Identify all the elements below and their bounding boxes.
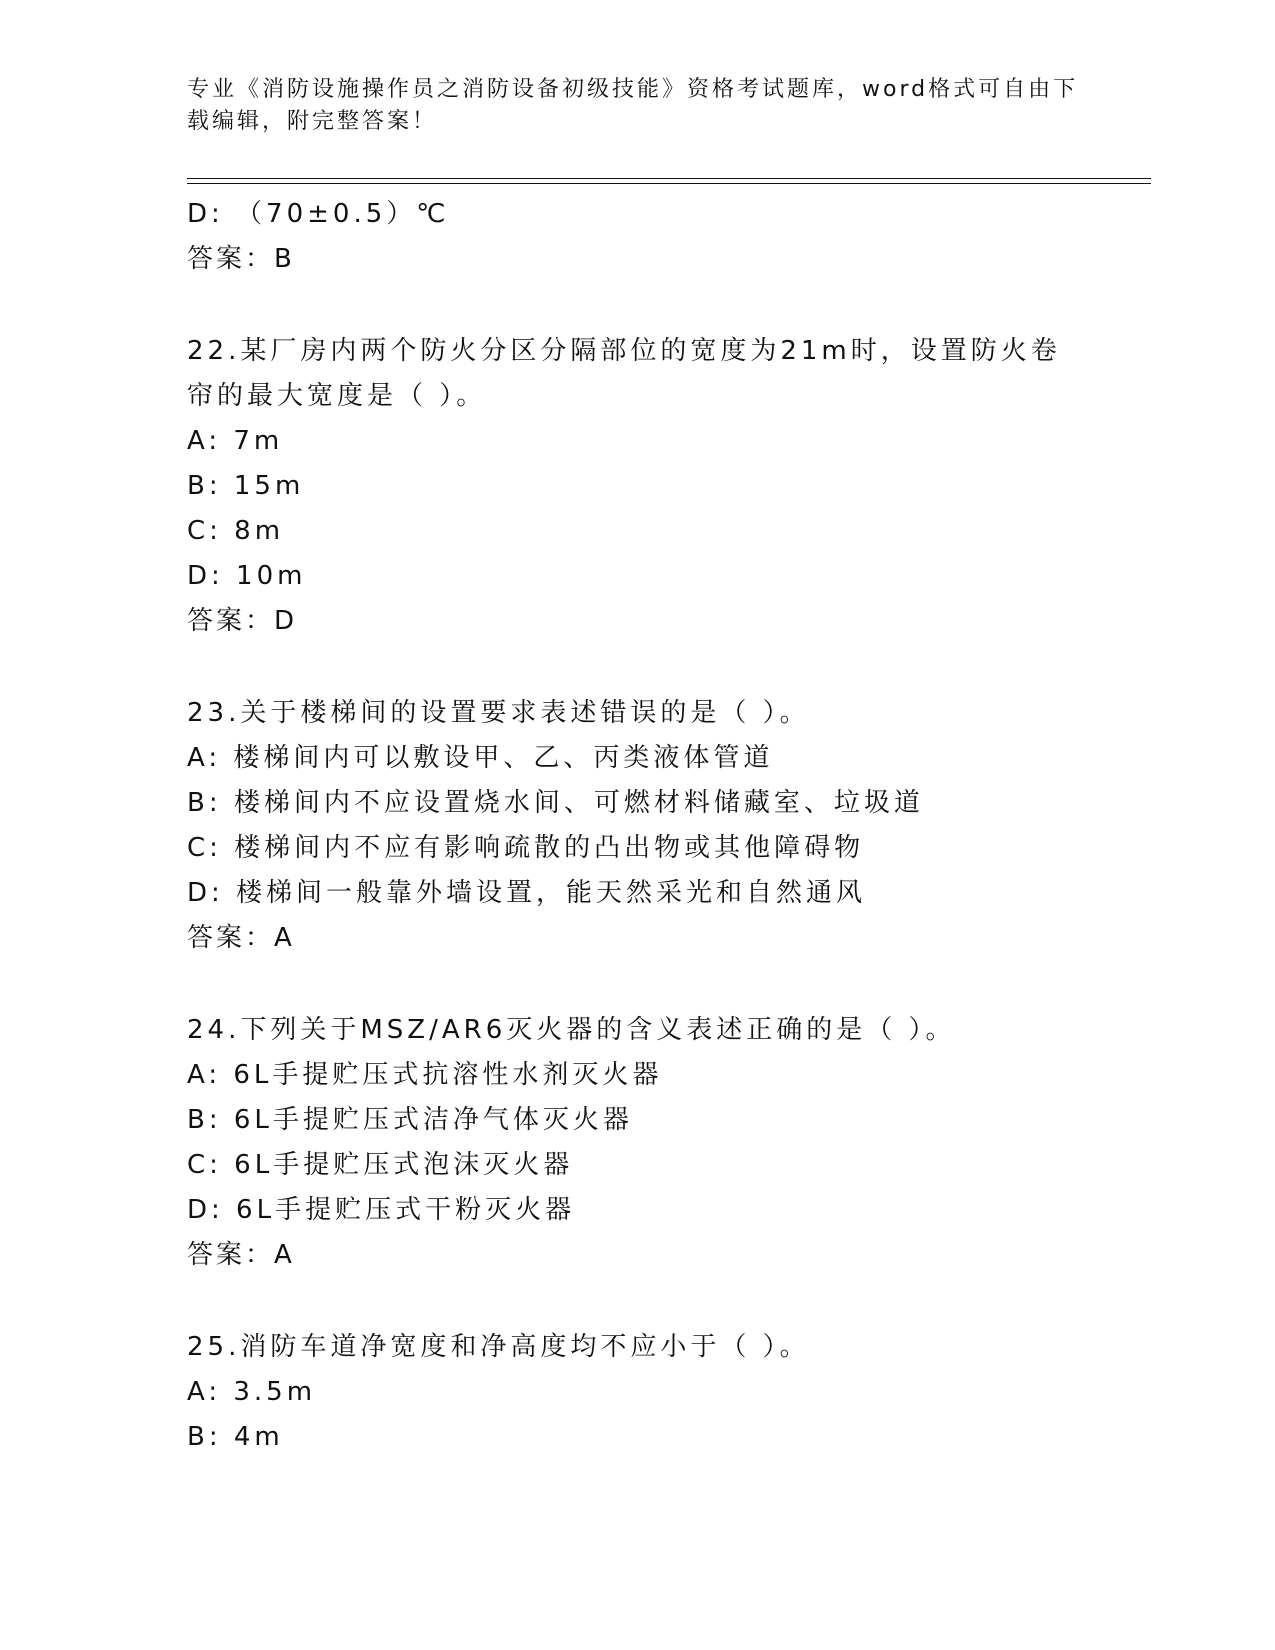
option-b: B: 4m: [187, 1422, 284, 1452]
answer: 答案：D: [187, 606, 298, 636]
option-a: A: 楼梯间内可以敷设甲、乙、丙类液体管道: [187, 743, 774, 773]
question-22: [187, 329, 1151, 644]
answer: 答案：A: [187, 1240, 295, 1270]
prev-option-d: D: （70±0.5）℃: [187, 199, 450, 229]
option-b: B: 15m: [187, 471, 305, 501]
answer: 答案：A: [187, 923, 295, 953]
option-b: B: 6L手提贮压式洁净气体灭火器: [187, 1105, 633, 1135]
prev-answer: 答案：B: [187, 244, 295, 274]
question-title: 22.某厂房内两个防火分区分隔部位的宽度为21m时，设置防火卷帘的最大宽度是（ ）。: [187, 336, 1061, 411]
option-d: D: 楼梯间一般靠外墙设置，能天然采光和自然通风: [187, 878, 867, 908]
header-rule-bottom: [187, 183, 1151, 184]
question-title: 25.消防车道净宽度和净高度均不应小于（ ）。: [187, 1332, 810, 1362]
question-25: [187, 1325, 1151, 1460]
question-title: 24.下列关于MSZ/AR6灭火器的含义表述正确的是（ ）。: [187, 1015, 956, 1045]
question-title: 23.关于楼梯间的设置要求表述错误的是（ ）。: [187, 698, 810, 728]
question-content: [187, 192, 1151, 1460]
option-a: A: 6L手提贮压式抗溶性水剂灭火器: [187, 1060, 663, 1090]
document-header: 专业《消防设施操作员之消防设备初级技能》资格考试题库，word格式可自由下载编辑，附完整答案！: [187, 77, 1079, 134]
question-23: [187, 691, 1151, 961]
option-c: C: 楼梯间内不应有影响疏散的凸出物或其他障碍物: [187, 833, 865, 863]
option-b: B: 楼梯间内不应设置烧水间、可燃材料储藏室、垃圾道: [187, 788, 924, 818]
option-d: D: 6L手提贮压式干粉灭火器: [187, 1195, 576, 1225]
header-rule-top: [187, 178, 1151, 179]
option-a: A: 7m: [187, 426, 284, 456]
option-c: C: 8m: [187, 516, 285, 546]
option-c: C: 6L手提贮压式泡沫灭火器: [187, 1150, 574, 1180]
option-d: D: 10m: [187, 561, 307, 591]
question-24: [187, 1008, 1151, 1278]
option-a: A: 3.5m: [187, 1377, 317, 1407]
